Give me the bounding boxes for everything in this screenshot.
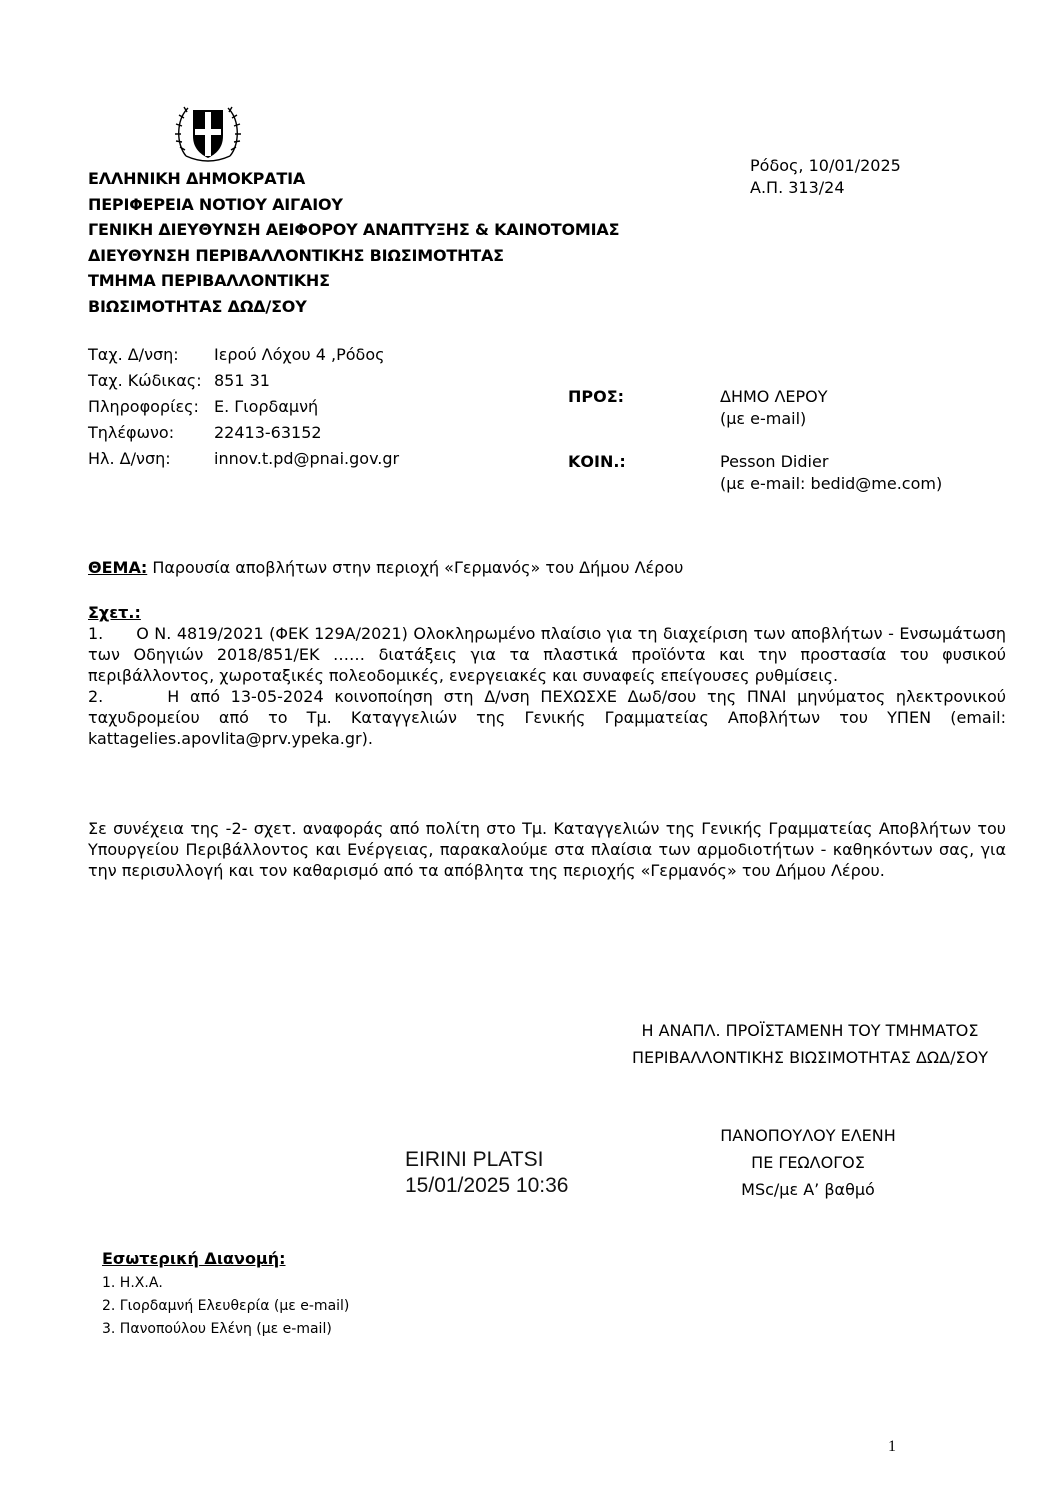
contact-value: Ε. Γιορδαμνή <box>214 397 319 416</box>
contact-row <box>88 446 399 472</box>
subject-label: ΘΕΜΑ: <box>88 558 148 577</box>
contact-label: Ταχ. Δ/νση: <box>88 345 179 364</box>
contact-value: 22413-63152 <box>214 423 322 442</box>
signature-title <box>612 1017 1008 1071</box>
cc-label: ΚΟΙΝ.: <box>568 452 626 471</box>
contact-label: Ταχ. Κώδικας: <box>88 371 202 390</box>
contact-value: 851 31 <box>214 371 270 390</box>
to-name: ΔΗΜΟ ΛΕΡΟΥ <box>720 387 828 406</box>
distribution-heading: Εσωτερική Διανομή: <box>102 1249 286 1268</box>
protocol-number: Α.Π. 313/24 <box>750 178 845 197</box>
authority-header <box>88 166 619 320</box>
header-line: ΠΕΡΙΦΕΡΕΙΑ ΝΟΤΙΟΥ ΑΙΓΑΙΟΥ <box>88 194 343 214</box>
to-recipient <box>720 386 828 430</box>
subject-text: Παρουσία αποβλήτων στην περιοχή «Γερμανός» του Δήμου Λέρου <box>147 558 684 577</box>
contact-label: Ηλ. Δ/νση: <box>88 449 171 468</box>
contact-row <box>88 420 399 446</box>
contact-row <box>88 368 399 394</box>
to-label: ΠΡΟΣ: <box>568 387 625 406</box>
contact-label: Τηλέφωνο: <box>88 423 175 442</box>
signature-title-line: Η ΑΝΑΠΛ. ΠΡΟΪΣΤΑΜΕΝΗ ΤΟΥ ΤΜΗΜΑΤΟΣ <box>641 1021 979 1040</box>
letter-body <box>88 818 1006 881</box>
stamp-datetime: 15/01/2025 10:36 <box>405 1174 569 1197</box>
signer-degree: MSc/με Α’ βαθμό <box>741 1180 875 1199</box>
distribution-item: 2. Γιορδαμνή Ελευθερία (με e-mail) <box>102 1298 350 1314</box>
reference-item: 2. Η από 13-05-2024 κοινοποίηση στη Δ/νση ΠΕΧΩΣΧΕ Δωδ/σου της ΠΝΑΙ μηνύματος ηλεκτρονικού ταχυδρομείου από το Τμ. Καταγγελιών της Γενικής Γραμματείας Αποβλήτων του ΥΠΕΝ (email: kattagelies.apovlita@prv.ypeka.gr). <box>88 687 1006 748</box>
page-number: 1 <box>888 1438 896 1455</box>
distribution-item: 3. Πανοπούλου Ελένη (με e-mail) <box>102 1321 332 1337</box>
header-line: ΤΜΗΜΑ ΠΕΡΙΒΑΛΛΟΝΤΙΚΗΣ <box>88 271 330 291</box>
body-paragraph: Σε συνέχεια της -2- σχετ. αναφοράς από πολίτη στο Τμ. Καταγγελιών της Γενικής Γραμματείας Αποβλήτων του Υπουργείου Περιβάλλοντος και Ενέργειας, παρακαλούμε στα πλαίσια των αρμοδιοτήτων - καθηκόντων σας, για την περισυλλογή και τον καθαρισμό από τα απόβλητα της περιοχής «Γερμανός» του Δήμου Λέρου. <box>88 819 1006 880</box>
stamp-signer: EIRINI PLATSI <box>405 1148 544 1171</box>
signer-role: ΠΕ ΓΕΩΛΟΓΟΣ <box>751 1153 865 1172</box>
cc-name: Pesson Didier <box>720 452 829 471</box>
contact-label: Πληροφορίες: <box>88 397 199 416</box>
place-date: Ρόδος, 10/01/2025 <box>750 156 901 175</box>
distribution-item: 1. Η.Χ.Α. <box>102 1275 163 1291</box>
internal-distribution <box>102 1247 349 1341</box>
digital-signature-stamp <box>405 1147 569 1199</box>
header-line: ΕΛΛΗΝΙΚΗ ΔΗΜΟΚΡΑΤΙΑ <box>88 169 306 188</box>
signer-block <box>690 1122 926 1203</box>
reference-item: 1. Ο Ν. 4819/2021 (ΦΕΚ 129Α/2021) Ολοκληρωμένο πλαίσιο για τη διαχείριση των αποβλήτων - Ενσωμάτωση των Οδηγιών 2018/851/ΕΚ …… διατάξεις για τα πλαστικά προϊόντα και την προστασία του φυσικού περιβάλλοντος, χωροταξικές πολεοδομικές, ενεργειακές και συναφείς επείγουσες ρυθμίσεις. <box>88 624 1006 685</box>
subject-line <box>88 558 683 577</box>
contact-value: innov.t.pd@pnai.gov.gr <box>214 449 400 468</box>
contact-row <box>88 342 399 368</box>
signer-name: ΠΑΝΟΠΟΥΛΟΥ ΕΛΕΝΗ <box>720 1126 896 1145</box>
header-line: ΓΕΝΙΚΗ ΔΙΕΥΘΥΝΣΗ ΑΕΙΦΟΡΟΥ ΑΝΑΠΤΥΞΗΣ & ΚΑΙΝΟΤΟΜΙΑΣ <box>88 220 620 240</box>
header-line: ΔΙΕΥΘΥΝΣΗ ΠΕΡΙΒΑΛΛΟΝΤΙΚΗΣ ΒΙΩΣΙΜΟΤΗΤΑΣ <box>88 245 504 265</box>
signature-title-line: ΠΕΡΙΒΑΛΛΟΝΤΙΚΗΣ ΒΙΩΣΙΜΟΤΗΤΑΣ ΔΩΔ/ΣΟΥ <box>632 1048 988 1067</box>
references-heading: Σχετ.: <box>88 603 141 622</box>
header-line: ΒΙΩΣΙΜΟΤΗΤΑΣ ΔΩΔ/ΣΟΥ <box>88 296 307 316</box>
contact-value: Ιερού Λόχου 4 ,Ρόδος <box>214 345 385 364</box>
greek-coat-of-arms-icon <box>172 96 244 168</box>
references-section <box>88 602 1006 749</box>
cc-note: (με e-mail: bedid@me.com) <box>720 474 943 493</box>
to-note: (με e-mail) <box>720 409 807 428</box>
date-block <box>750 155 901 199</box>
cc-recipient <box>720 451 942 495</box>
contact-details <box>88 342 399 472</box>
contact-row <box>88 394 399 420</box>
